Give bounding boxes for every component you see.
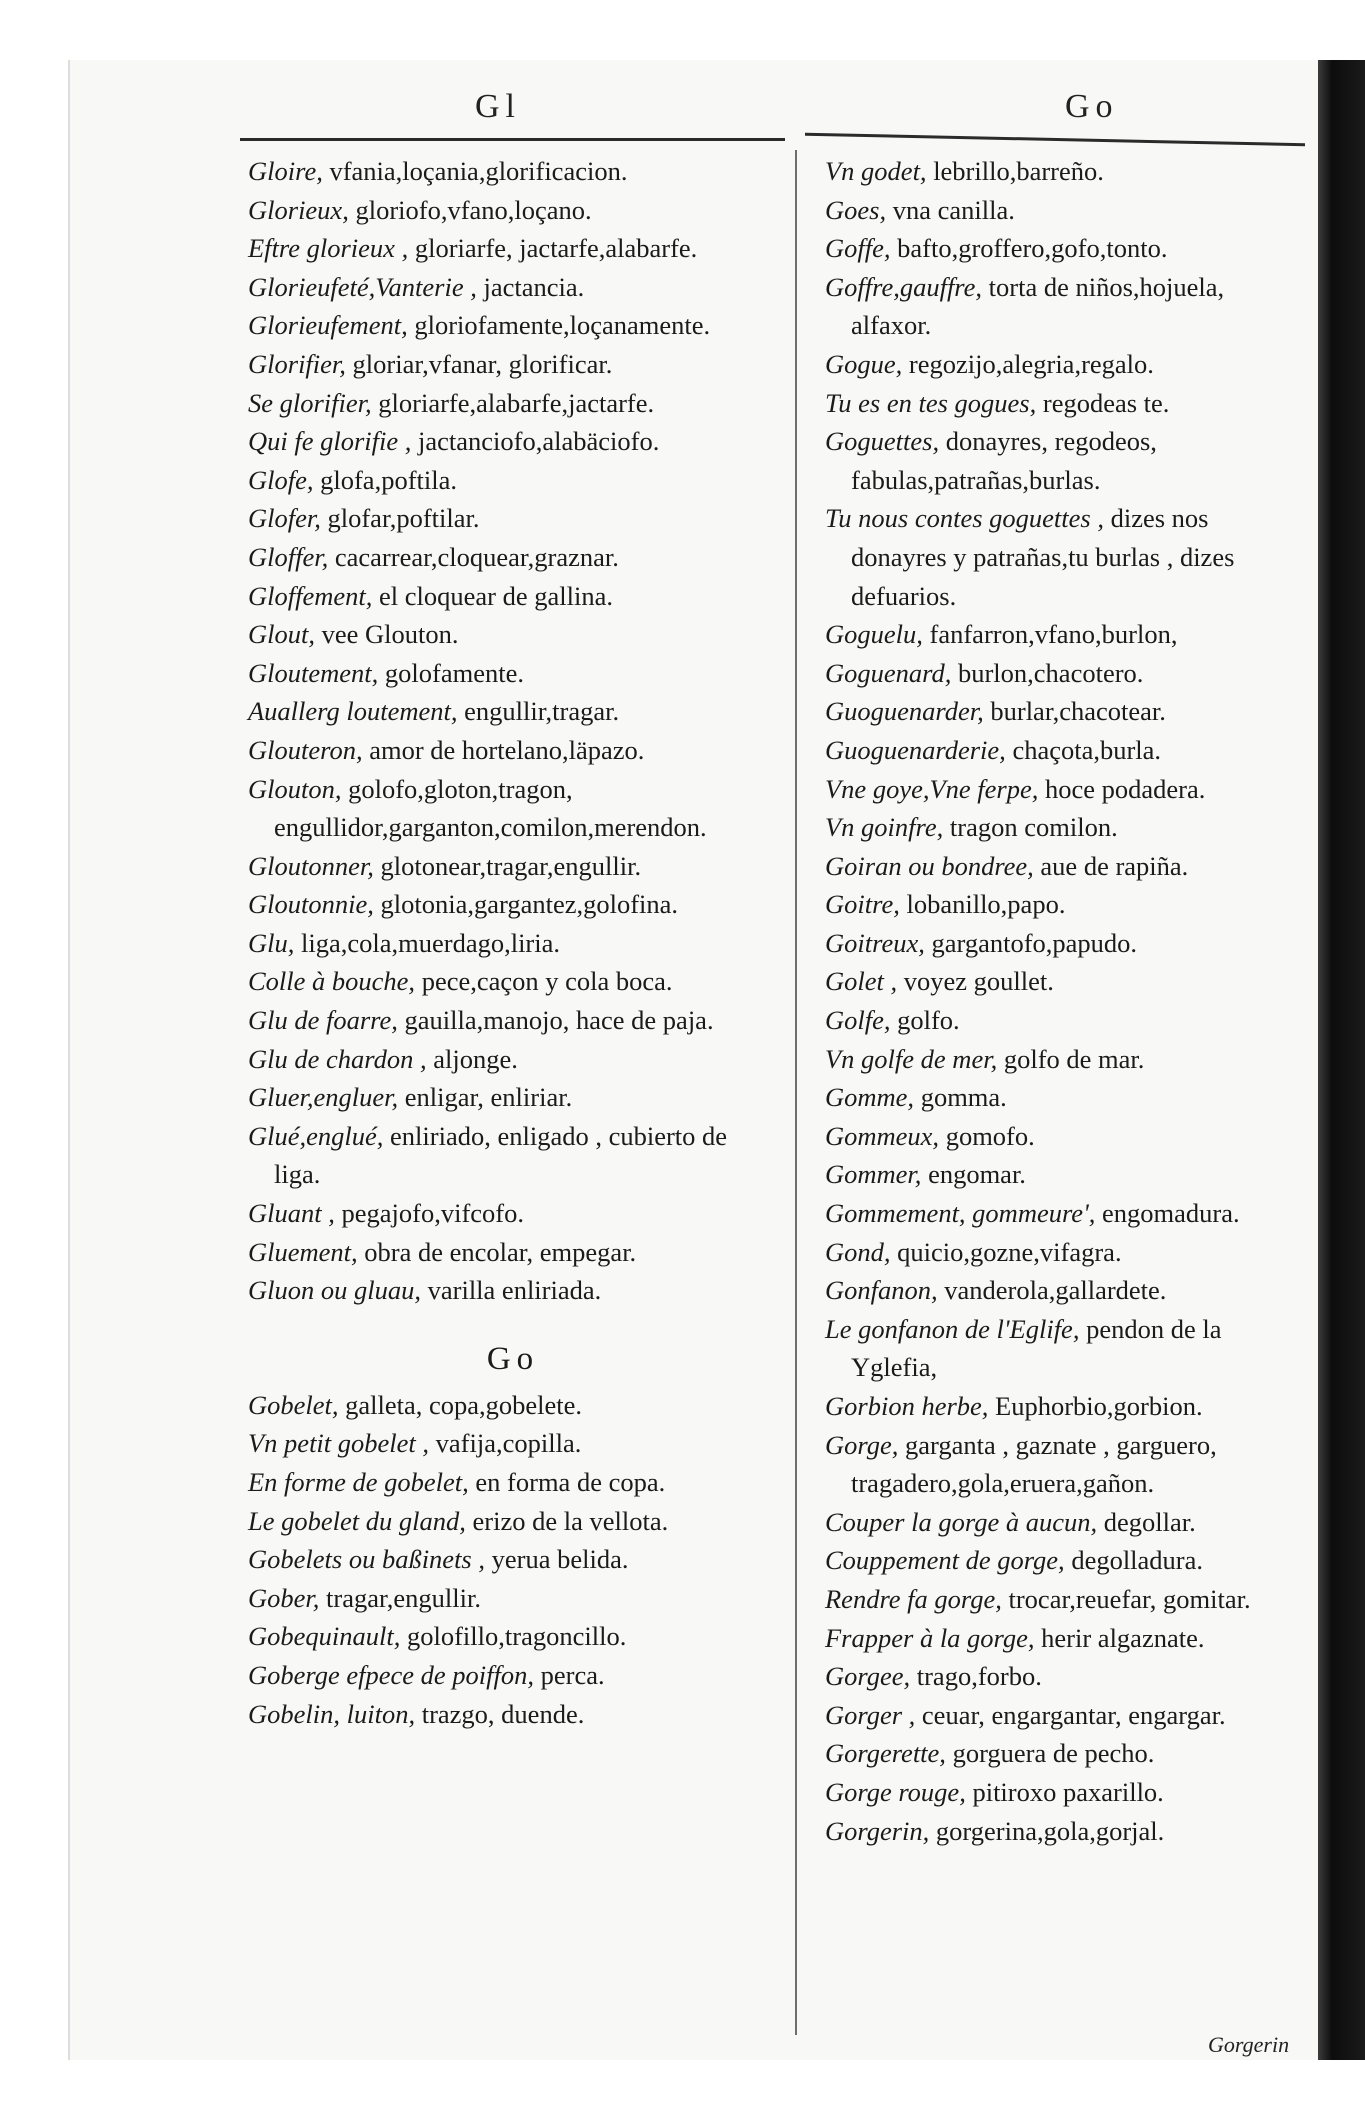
entry-definition: chaçota,burla.: [1012, 734, 1162, 765]
entry-definition: enliriado, enligado , cubierto de liga.: [274, 1120, 728, 1190]
entry-headword: Gond,: [825, 1236, 891, 1267]
entry-definition: lebrillo,barreño.: [933, 156, 1104, 186]
dictionary-entry: [825, 1078, 1303, 1117]
entry-headword: Tu nous contes goguettes ,: [825, 503, 1104, 534]
dictionary-entry: [248, 538, 778, 577]
entry-headword: Vn golfe de mer,: [825, 1043, 998, 1074]
entry-headword: Se glorifier,: [248, 387, 372, 418]
entry-headword: Vn goinfre,: [825, 812, 944, 843]
dictionary-entry: [825, 654, 1303, 693]
entry-headword: Gommement, gommeure',: [825, 1198, 1096, 1229]
dictionary-entry: [825, 1001, 1303, 1040]
entry-definition: tragar,engullir.: [326, 1582, 481, 1613]
entry-headword: Qui fe glorifie ,: [248, 426, 412, 457]
dictionary-entry: [248, 1233, 778, 1272]
right-entries: [825, 152, 1303, 1850]
running-head-right: Go: [1065, 88, 1119, 125]
dictionary-entry: [825, 1155, 1303, 1194]
entry-definition: garganta , gaznate , garguero, tragadero,gola,eruera,gañon.: [851, 1429, 1217, 1499]
dictionary-entry: [825, 499, 1303, 615]
dictionary-entry: [248, 268, 778, 307]
entry-headword: Gommer,: [825, 1159, 922, 1190]
entry-headword: Le gonfanon de l'Eglife,: [825, 1313, 1080, 1344]
entry-headword: Golet ,: [825, 966, 898, 997]
dictionary-entry: [248, 1695, 778, 1734]
dictionary-entry: [248, 306, 778, 345]
entry-headword: Glorieufeté,Vanterie ,: [248, 271, 477, 302]
entry-headword: Gluer,engluer,: [248, 1082, 399, 1113]
dictionary-entry: [825, 692, 1303, 731]
entry-definition: engomadura.: [1101, 1198, 1240, 1229]
dictionary-entry: [248, 1001, 778, 1040]
entry-headword: Glorieufement,: [248, 310, 408, 341]
entry-definition: golofillo,tragoncillo.: [407, 1621, 627, 1652]
entry-definition: gorguera de pecho.: [952, 1738, 1155, 1769]
entry-headword: Gobelin, luiton,: [248, 1698, 416, 1729]
entry-headword: Goffre,gauffre,: [825, 271, 983, 302]
dictionary-entry: [825, 345, 1303, 384]
dictionary-entry: [825, 1310, 1303, 1387]
entry-definition: donayres, regodeos, fabulas,patrañas,burlas.: [851, 426, 1157, 495]
entry-definition: aljonge.: [433, 1043, 518, 1074]
dictionary-entry: [248, 229, 778, 268]
entry-definition: gloriarfe, jactarfe,alabarfe.: [414, 233, 698, 264]
entry-definition: gargantofo,papudo.: [931, 927, 1138, 958]
dictionary-entry: [248, 1271, 778, 1310]
entry-definition: golfo.: [897, 1005, 960, 1036]
entry-headword: Le gobelet du gland,: [248, 1505, 466, 1536]
dictionary-entry: [248, 345, 778, 384]
entry-definition: amor de hortelano,läpazo.: [369, 734, 645, 765]
entry-headword: Gluement,: [248, 1236, 358, 1267]
entry-definition: trazgo, duende.: [421, 1698, 585, 1729]
entry-definition: tragon comilon.: [949, 812, 1118, 843]
entry-definition: vfania,loçania,glorificacion.: [329, 156, 628, 186]
entry-headword: Gloire,: [248, 156, 323, 186]
entry-headword: Glorieux,: [248, 194, 349, 225]
entry-headword: Gloffer,: [248, 541, 329, 572]
entry-headword: Gommeux,: [825, 1120, 940, 1151]
dictionary-entry: [825, 1271, 1303, 1310]
entry-headword: Goes,: [825, 194, 887, 225]
dictionary-entry: [825, 1194, 1303, 1233]
right-column: [825, 152, 1303, 1850]
dictionary-entry: [248, 1617, 778, 1656]
dictionary-entry: [825, 1657, 1303, 1696]
entry-headword: Gonfanon,: [825, 1275, 938, 1306]
entry-definition: gomma.: [920, 1082, 1007, 1113]
dictionary-entry: [825, 268, 1303, 345]
dictionary-entry: [248, 692, 778, 731]
entry-definition: trago,forbo.: [916, 1661, 1042, 1692]
dictionary-entry: [248, 962, 778, 1001]
entry-headword: Goguelu,: [825, 619, 923, 650]
dictionary-entry: [248, 1540, 778, 1579]
dictionary-entry: [248, 1194, 778, 1233]
entry-definition: varilla enliriada.: [427, 1275, 602, 1306]
entry-definition: jactancia.: [483, 271, 585, 302]
dictionary-entry: [248, 577, 778, 616]
dictionary-entry: [248, 1579, 778, 1618]
entry-headword: Glout,: [248, 619, 315, 650]
dictionary-entry: [248, 1040, 778, 1079]
entry-definition: torta de niños,hojuela, alfaxor.: [851, 271, 1225, 341]
column-divider: [795, 150, 797, 2035]
entry-definition: lobanillo,papo.: [906, 889, 1066, 920]
entry-headword: Glouteron,: [248, 734, 363, 765]
entry-definition: pendon de la Yglefia,: [851, 1313, 1222, 1383]
entry-definition: aue de rapiña.: [1040, 850, 1189, 881]
entry-definition: fanfarron,vfano,burlon,: [929, 619, 1178, 650]
dictionary-entry: [825, 1812, 1303, 1851]
entry-headword: Gluant ,: [248, 1198, 335, 1229]
dictionary-entry: [248, 1117, 778, 1194]
entry-headword: Goitre,: [825, 889, 900, 920]
entry-definition: erizo de la vellota.: [472, 1505, 669, 1536]
entry-headword: Frapper à la gorge,: [825, 1622, 1035, 1653]
entry-headword: Glu de chardon ,: [248, 1043, 427, 1074]
entry-headword: Glofer,: [248, 503, 321, 534]
entry-definition: yerua belida.: [491, 1544, 629, 1575]
entry-headword: Tu es en tes gogues,: [825, 387, 1037, 418]
entry-headword: Goberge efpece de poiffon,: [248, 1659, 535, 1690]
entry-headword: Gloutement,: [248, 657, 379, 688]
running-head-left: Gl: [475, 88, 521, 125]
entry-headword: Goitreux,: [825, 927, 925, 958]
entry-definition: gauilla,manojo, hace de paja.: [404, 1005, 714, 1036]
entry-definition: pece,caçon y cola boca.: [421, 966, 673, 997]
dictionary-entry: [248, 924, 778, 963]
entry-headword: Golfe,: [825, 1005, 891, 1036]
dictionary-entry: [248, 422, 778, 461]
dictionary-entry: [248, 847, 778, 886]
dictionary-entry: [825, 885, 1303, 924]
entry-headword: Auallerg loutement,: [248, 696, 458, 727]
entry-definition: degolladura.: [1071, 1545, 1204, 1576]
dictionary-entry: [248, 615, 778, 654]
dictionary-entry: [248, 1502, 778, 1541]
entry-definition: vee Glouton.: [321, 619, 459, 650]
entry-definition: trocar,reuefar, gomitar.: [1008, 1583, 1251, 1614]
entry-definition: enligar, enliriar.: [404, 1082, 573, 1113]
entry-headword: Gorge rouge,: [825, 1776, 966, 1807]
dictionary-entry: [248, 152, 778, 191]
entry-headword: Rendre fa gorge,: [825, 1583, 1002, 1614]
dictionary-entry: [825, 615, 1303, 654]
entry-headword: Gober,: [248, 1582, 320, 1613]
left-entries-after: [248, 1386, 778, 1733]
entry-headword: Gobelet,: [248, 1389, 339, 1420]
entry-definition: ceuar, engargantar, engargar.: [921, 1699, 1226, 1730]
entry-headword: Gorge,: [825, 1429, 899, 1460]
dictionary-entry: [248, 1656, 778, 1695]
dictionary-entry: [825, 229, 1303, 268]
entry-headword: Gorgerette,: [825, 1738, 946, 1769]
entry-definition: pitiroxo paxarillo.: [972, 1776, 1164, 1807]
header-rule-left: [240, 138, 785, 141]
entry-headword: Gobelets ou baßinets ,: [248, 1544, 485, 1575]
dictionary-entry: [825, 924, 1303, 963]
dictionary-entry: [825, 1734, 1303, 1773]
entry-headword: Glouton,: [248, 773, 342, 804]
entry-definition: cacarrear,cloquear,graznar.: [334, 541, 619, 572]
dictionary-entry: [825, 422, 1303, 499]
dictionary-entry: [248, 499, 778, 538]
left-entries: [248, 152, 778, 1310]
entry-headword: Goguettes,: [825, 426, 940, 457]
dictionary-entry: [248, 1078, 778, 1117]
entry-headword: Gomme,: [825, 1082, 915, 1113]
entry-definition: glofar,poftilar.: [327, 503, 480, 534]
dictionary-entry: [248, 191, 778, 230]
dictionary-entry: [825, 770, 1303, 809]
entry-definition: voyez goullet.: [903, 966, 1054, 997]
entry-headword: Gluon ou gluau,: [248, 1275, 421, 1306]
entry-definition: degollar.: [1103, 1506, 1196, 1537]
entry-definition: gloriarfe,alabarfe,jactarfe.: [378, 387, 655, 418]
dictionary-entry: [825, 1387, 1303, 1426]
entry-headword: Glu de foarre,: [248, 1005, 398, 1036]
entry-definition: golofo,gloton,tragon, engullidor,garganton,comilon,merendon.: [274, 773, 707, 843]
entry-definition: liga,cola,muerdago,liria.: [301, 927, 561, 958]
entry-definition: Euphorbio,gorbion.: [995, 1391, 1203, 1421]
dictionary-entry: [825, 1696, 1303, 1735]
entry-headword: Gloffement,: [248, 580, 373, 611]
entry-headword: Vne goye,Vne ferpe,: [825, 773, 1039, 804]
entry-definition: pegajofo,vifcofo.: [341, 1198, 524, 1229]
dictionary-entry: [825, 1503, 1303, 1542]
dictionary-entry: [825, 384, 1303, 423]
dictionary-entry: [248, 1386, 778, 1425]
dictionary-entry: [248, 1424, 778, 1463]
entry-definition: burlar,chacotear.: [990, 696, 1166, 727]
dictionary-entry: [248, 654, 778, 693]
dictionary-entry: [248, 1463, 778, 1502]
dictionary-entry: [825, 152, 1303, 191]
entry-definition: golofamente.: [384, 657, 524, 688]
entry-headword: Couper la gorge à aucun,: [825, 1506, 1098, 1537]
entry-headword: Gogue,: [825, 348, 903, 379]
entry-headword: Vn petit gobelet ,: [248, 1428, 430, 1459]
entry-definition: regozijo,alegria,regalo.: [908, 348, 1154, 379]
entry-definition: glotonear,tragar,engullir.: [380, 850, 642, 881]
left-column: [248, 152, 778, 1733]
entry-definition: dizes nos donayres y patrañas,tu burlas , dizes defuarios.: [851, 503, 1235, 611]
entry-headword: Vn godet,: [825, 156, 927, 186]
entry-definition: golfo de mar.: [1003, 1043, 1145, 1074]
dictionary-entry: [825, 1117, 1303, 1156]
entry-headword: Glu,: [248, 927, 295, 958]
entry-headword: Couppement de gorge,: [825, 1545, 1065, 1576]
entry-definition: obra de encolar, empegar.: [364, 1236, 637, 1267]
entry-headword: Gorger ,: [825, 1699, 916, 1730]
entry-headword: Gorbion herbe,: [825, 1391, 989, 1421]
entry-headword: Eftre glorieux ,: [248, 233, 409, 264]
dictionary-entry: [248, 384, 778, 423]
entry-headword: Gloutonnie,: [248, 889, 374, 920]
entry-definition: en forma de copa.: [475, 1467, 666, 1497]
catchword: Gorgerin: [1208, 2032, 1290, 2057]
entry-definition: engomar.: [928, 1159, 1026, 1190]
entry-headword: Gloutonner,: [248, 850, 374, 881]
entry-headword: En forme de gobelet,: [248, 1467, 469, 1497]
entry-definition: vanderola,gallardete.: [944, 1275, 1167, 1306]
entry-definition: herir algaznate.: [1041, 1622, 1205, 1653]
dictionary-entry: [825, 1233, 1303, 1272]
entry-definition: quicio,gozne,vifagra.: [897, 1236, 1122, 1267]
entry-definition: el cloquear de gallina.: [379, 580, 613, 611]
section-heading: Go: [486, 1340, 540, 1377]
entry-definition: vna canilla.: [892, 194, 1015, 225]
entry-headword: Glué,englué,: [248, 1120, 384, 1151]
entry-headword: Guoguenarderie,: [825, 734, 1006, 765]
dictionary-entry: [825, 1580, 1303, 1619]
dictionary-entry: [248, 731, 778, 770]
entry-headword: Colle à bouche,: [248, 966, 416, 997]
entry-headword: Goffe,: [825, 233, 891, 264]
entry-headword: Gorgerin,: [825, 1815, 930, 1846]
entry-definition: bafto,groffero,gofo,tonto.: [897, 233, 1168, 264]
page-bottom-margin: [68, 2060, 1365, 2103]
entry-headword: Gorgee,: [825, 1661, 911, 1692]
entry-headword: Goiran ou bondree,: [825, 850, 1034, 881]
entry-headword: Goguenard,: [825, 657, 952, 688]
entry-definition: burlon,chacotero.: [957, 657, 1144, 688]
dictionary-entry: [825, 1773, 1303, 1812]
page-edge-shadow: [1318, 60, 1365, 2070]
dictionary-entry: [825, 962, 1303, 1001]
entry-definition: gloriofamente,loçanamente.: [414, 310, 711, 341]
entry-definition: glofa,poftila.: [320, 464, 457, 495]
dictionary-entry: [825, 1040, 1303, 1079]
dictionary-entry: [825, 191, 1303, 230]
dictionary-entry: [825, 808, 1303, 847]
entry-definition: gloriofo,vfano,loçano.: [355, 194, 592, 225]
entry-definition: hoce podadera.: [1045, 773, 1206, 804]
entry-definition: perca.: [540, 1659, 605, 1690]
entry-definition: gloriar,vfanar, glorificar.: [352, 348, 613, 379]
entry-definition: glotonia,gargantez,golofina.: [380, 889, 679, 920]
entry-definition: jactanciofo,alabäciofo.: [418, 426, 660, 457]
entry-headword: Guoguenarder,: [825, 696, 984, 727]
entry-headword: Glofe,: [248, 464, 314, 495]
dictionary-entry: [248, 461, 778, 500]
dictionary-entry: [825, 1426, 1303, 1503]
entry-definition: gorgerina,gola,gorjal.: [935, 1815, 1165, 1846]
entry-definition: regodeas te.: [1042, 387, 1170, 418]
entry-definition: engullir,tragar.: [464, 696, 620, 727]
entry-headword: Glorifier,: [248, 348, 346, 379]
entry-definition: vafija,copilla.: [435, 1428, 582, 1459]
entry-definition: gomofo.: [945, 1120, 1035, 1151]
dictionary-entry: [248, 885, 778, 924]
dictionary-entry: [825, 1541, 1303, 1580]
dictionary-entry: [825, 1619, 1303, 1658]
dictionary-entry: [248, 770, 778, 847]
entry-headword: Gobequinault,: [248, 1621, 401, 1652]
dictionary-entry: [825, 847, 1303, 886]
entry-definition: galleta, copa,gobelete.: [345, 1389, 583, 1420]
dictionary-entry: [825, 731, 1303, 770]
